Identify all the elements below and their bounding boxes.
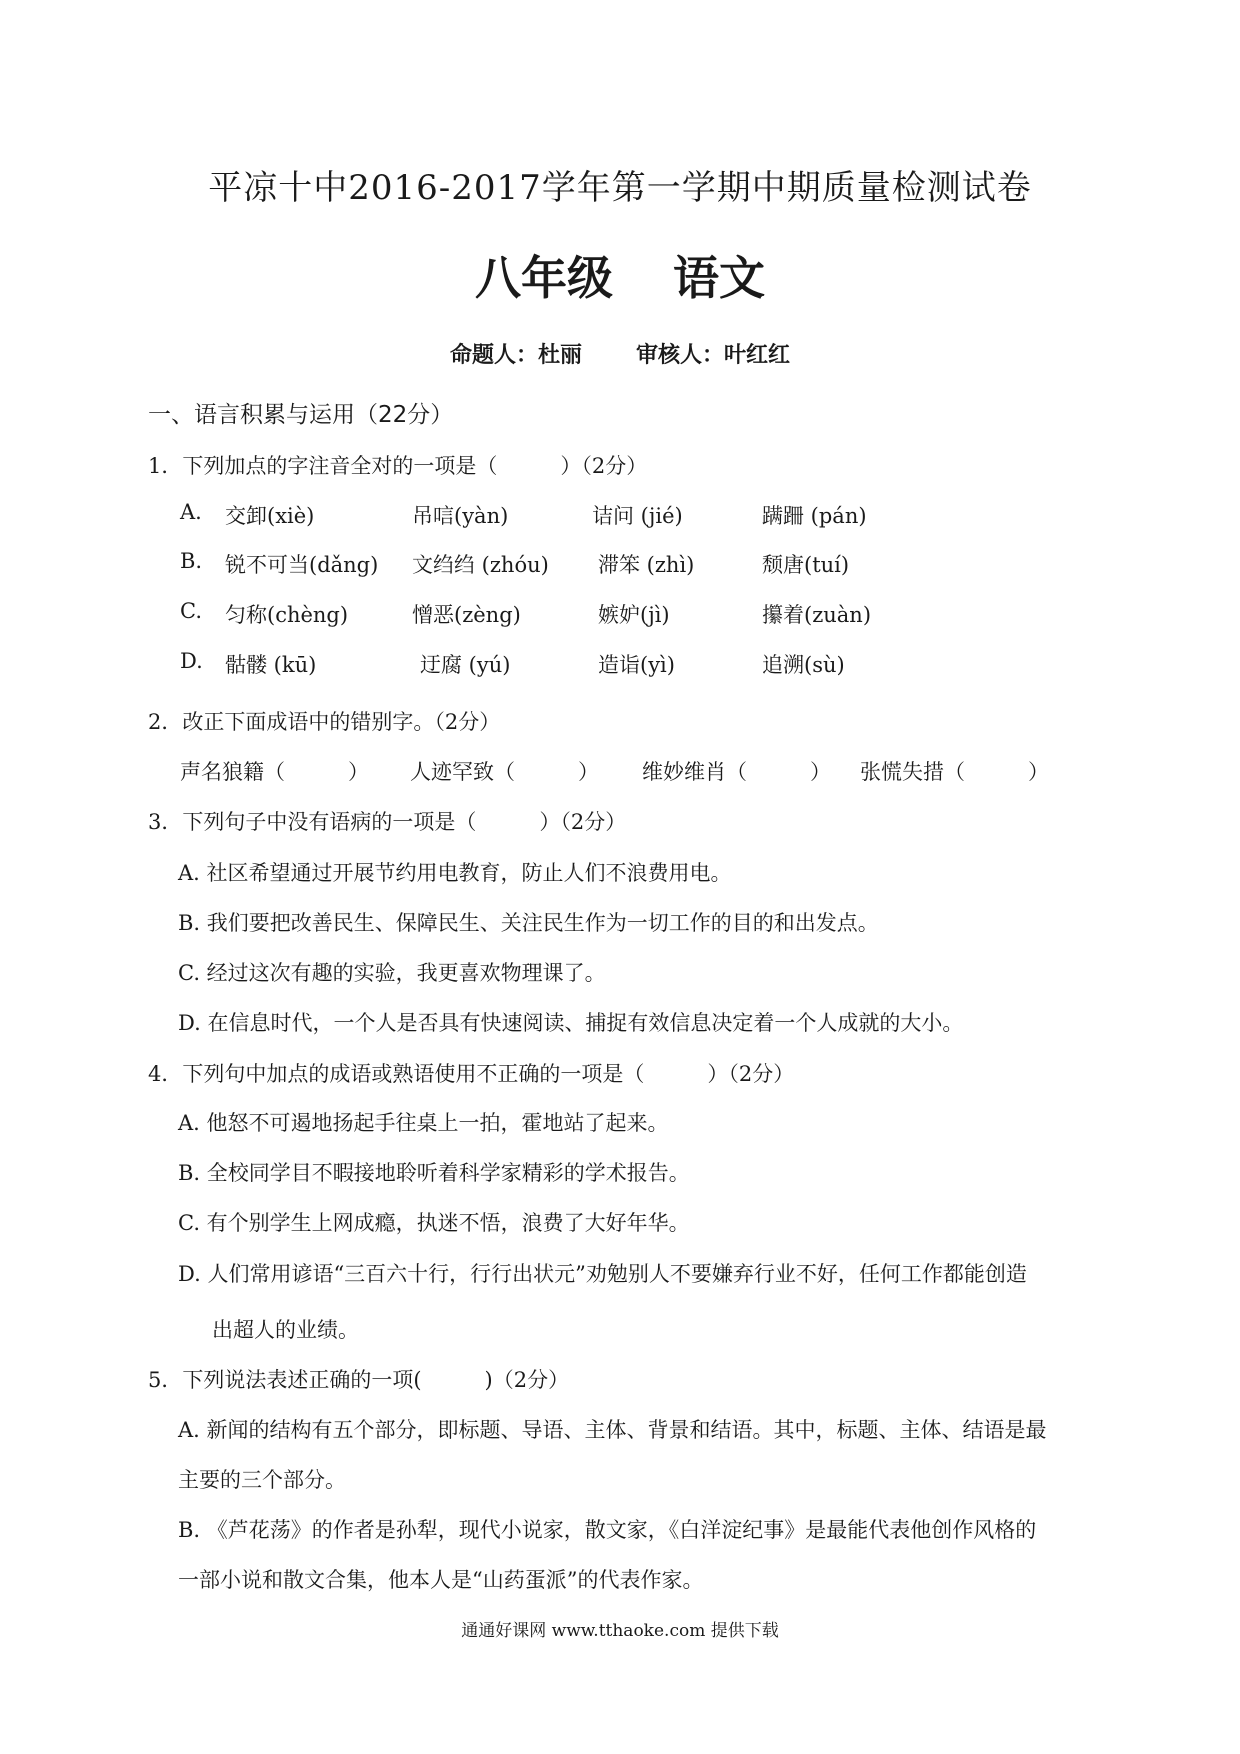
option-letter: A. bbox=[180, 500, 202, 524]
option-item: 滞笨 (zhì) bbox=[598, 553, 695, 577]
q2-item: 人迹罕致（ ） bbox=[410, 760, 599, 784]
q5-option-b-line1: B. 《芦花荡》的作者是孙犁，现代小说家，散文家，《白洋淀纪事》是最能代表他创作风格的 bbox=[178, 1518, 1037, 1542]
option-item: 吊唁(yàn) bbox=[412, 504, 509, 528]
option-item: 迂腐 (yú) bbox=[420, 653, 511, 677]
option-item: 憎恶(zèng) bbox=[412, 603, 521, 627]
option-item: 攥着(zuàn) bbox=[762, 603, 872, 627]
option-item: 诘问 (jié) bbox=[592, 504, 683, 528]
option-item: 交卸(xiè) bbox=[225, 504, 315, 528]
q4-option-a: A. 他怒不可遏地扬起手往桌上一拍，霍地站了起来。 bbox=[178, 1111, 669, 1135]
q3-option-b: B. 我们要把改善民生、保障民生、关注民生作为一切工作的目的和出发点。 bbox=[178, 911, 879, 935]
q2-item: 维妙维肖（ ） bbox=[642, 760, 831, 784]
q2-item: 声名狼籍（ ） bbox=[180, 760, 369, 784]
q3-option-d: D. 在信息时代，一个人是否具有快速阅读、捕捉有效信息决定着一个人成就的大小。 bbox=[178, 1011, 964, 1035]
section-heading: 一、语言积累与运用（22分） bbox=[148, 402, 454, 428]
q5-option-b-line2: 一部小说和散文合集，他本人是“山药蛋派”的代表作家。 bbox=[178, 1568, 704, 1592]
option-item: 锐不可当(dǎng) bbox=[225, 553, 379, 577]
q2-item: 张慌失措（ ） bbox=[860, 760, 1049, 784]
q4-option-d-line1: D. 人们常用谚语“三百六十行，行行出状元”劝勉别人不要嫌弃行业不好，任何工作都能创造 bbox=[178, 1262, 1027, 1286]
reviewer-label: 审核人：叶红红 bbox=[636, 343, 791, 368]
grade-subject-heading bbox=[0, 242, 1240, 308]
option-item: 嫉妒(jì) bbox=[598, 603, 670, 627]
question-2-stem: 2．改正下面成语中的错别字。（2分） bbox=[148, 710, 501, 734]
subject-label: 语文 bbox=[673, 251, 765, 305]
question-3-stem: 3．下列句子中没有语病的一项是（ ）（2分） bbox=[148, 810, 627, 834]
q3-option-c: C. 经过这次有趣的实验，我更喜欢物理课了。 bbox=[178, 961, 606, 985]
q3-option-a: A. 社区希望通过开展节约用电教育，防止人们不浪费用电。 bbox=[178, 861, 732, 885]
question-4-stem: 4．下列句中加点的成语或熟语使用不正确的一项是（ ）（2分） bbox=[148, 1062, 795, 1086]
option-item: 蹒跚 (pán) bbox=[762, 504, 867, 528]
authors-line bbox=[0, 338, 1240, 369]
page-footer: 通通好课网 www.tthaoke.com 提供下载 bbox=[461, 1621, 779, 1641]
option-letter: C. bbox=[180, 599, 202, 623]
question-5-stem: 5．下列说法表述正确的一项( )（2分） bbox=[148, 1368, 570, 1392]
option-letter: B. bbox=[180, 549, 203, 573]
option-item: 文绉绉 (zhóu) bbox=[412, 553, 549, 577]
q4-option-b: B. 全校同学目不暇接地聆听着科学家精彩的学术报告。 bbox=[178, 1161, 690, 1185]
option-item: 追溯(sù) bbox=[762, 653, 845, 677]
author-label: 命题人：杜丽 bbox=[449, 343, 582, 368]
question-1-stem: 1．下列加点的字注音全对的一项是（ ）（2分） bbox=[148, 454, 648, 478]
q5-option-a-line1: A. 新闻的结构有五个部分，即标题、导语、主体、背景和结语。其中，标题、主体、结语是最 bbox=[178, 1418, 1047, 1442]
exam-title: 平凉十中2016-2017学年第一学期中期质量检测试卷 bbox=[208, 168, 1032, 208]
grade-label: 八年级 bbox=[475, 251, 613, 305]
q5-option-a-line2: 主要的三个部分。 bbox=[178, 1468, 346, 1492]
option-item: 造诣(yì) bbox=[598, 653, 675, 677]
q4-option-c: C. 有个别学生上网成瘾，执迷不悟，浪费了大好年华。 bbox=[178, 1211, 690, 1235]
option-item: 骷髅 (kū) bbox=[225, 653, 317, 677]
option-item: 匀称(chèng) bbox=[225, 603, 349, 627]
option-item: 颓唐(tuí) bbox=[762, 553, 850, 577]
option-letter: D. bbox=[180, 649, 203, 673]
q4-option-d-line2: 出超人的业绩。 bbox=[212, 1318, 359, 1342]
